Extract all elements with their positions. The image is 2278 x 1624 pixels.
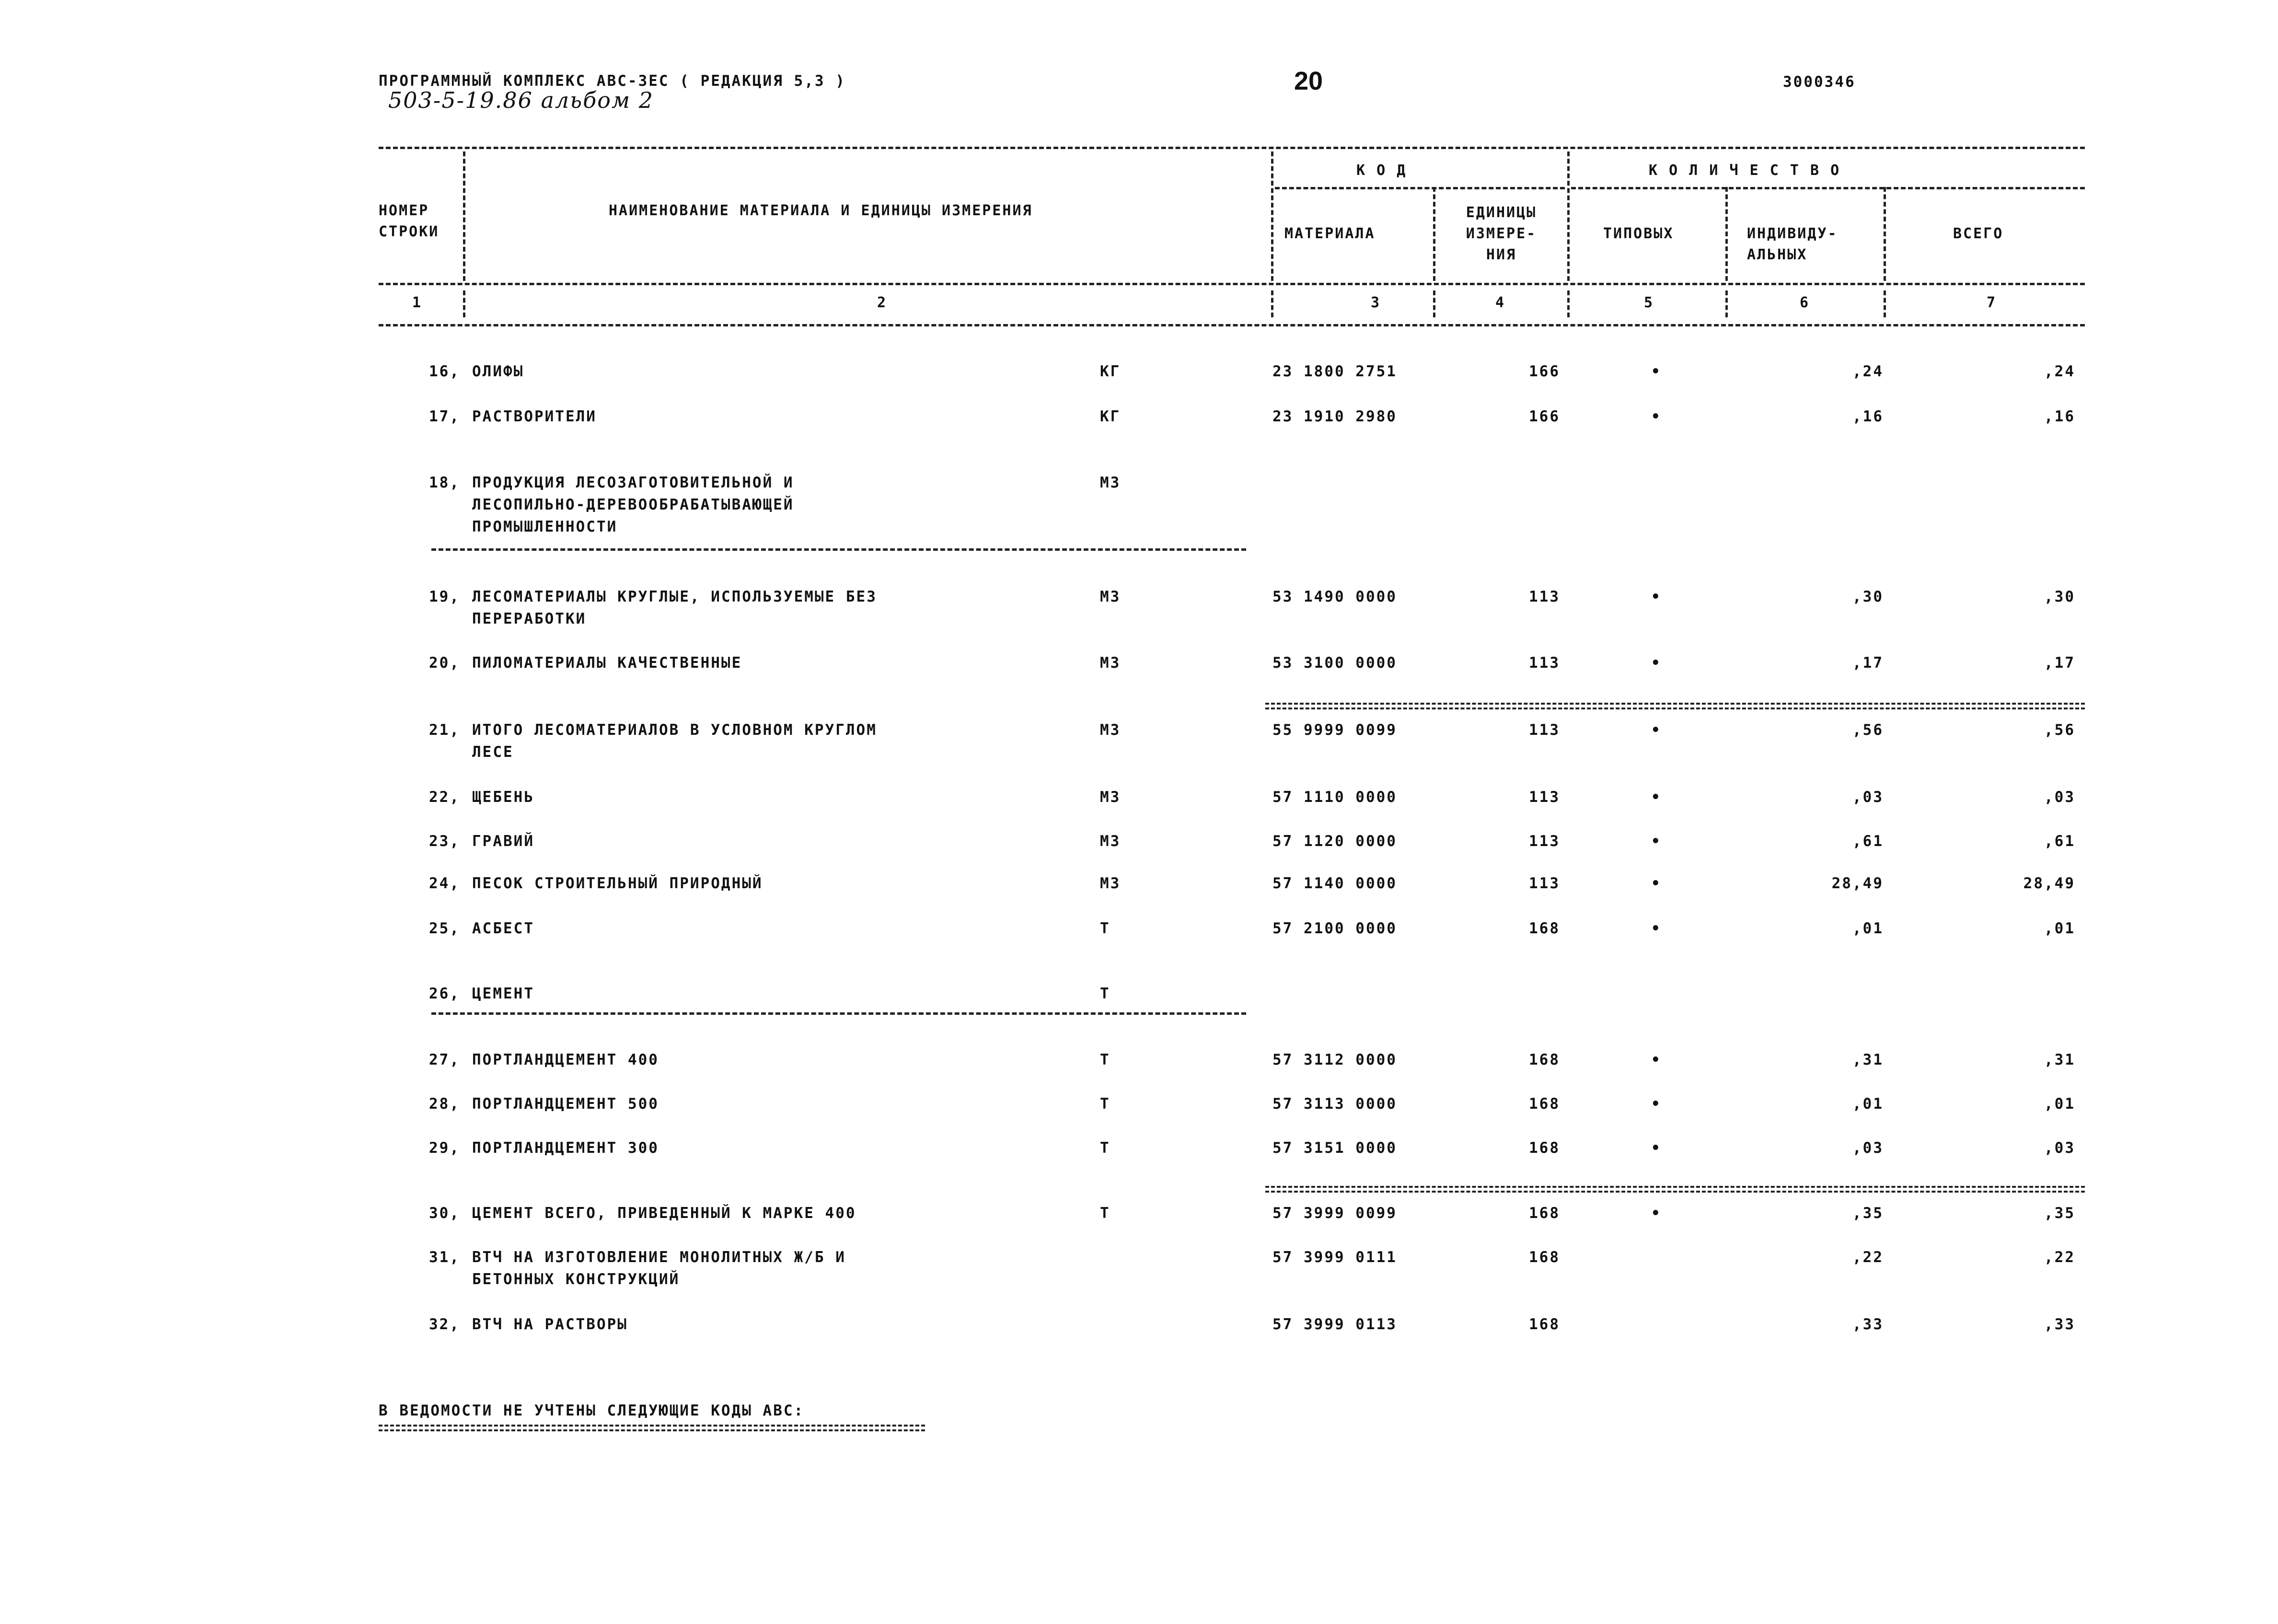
material-name: РАСТВОРИТЕЛИ (472, 408, 597, 425)
material-code: 23 1910 2980 (1272, 408, 1397, 425)
unit: Т (1100, 1205, 1110, 1222)
material-code: 57 1110 0000 (1272, 789, 1397, 806)
unit: М3 (1100, 654, 1121, 672)
unit: М3 (1100, 721, 1121, 739)
footer-note: В ВЕДОМОСТИ НЕ УЧТЕНЫ СЛЕДУЮЩИЕ КОДЫ АВС: (379, 1402, 805, 1419)
page-number: 20 (1294, 67, 1323, 95)
total-qty: ,16 (2044, 408, 2075, 425)
unit: Т (1100, 1051, 1110, 1068)
individual-qty: ,01 (1852, 920, 1884, 937)
row-number-header: НОМЕР (379, 202, 429, 219)
qty-group-rule (1571, 187, 2085, 189)
divider (1567, 151, 1570, 281)
individual-qty: ,16 (1852, 408, 1884, 425)
material-name: ЦЕМЕНТ (472, 985, 534, 1002)
individual-qty: ,03 (1852, 789, 1884, 806)
document-code: 3000346 (1783, 73, 1856, 91)
total-qty: ,61 (2044, 833, 2075, 850)
typical-qty: • (1651, 1051, 1662, 1068)
material-name: ВТЧ НА РАСТВОРЫ (472, 1316, 628, 1333)
total-qty: ,22 (2044, 1249, 2075, 1266)
section-separator (431, 548, 1246, 551)
column-index-7: 7 (1987, 294, 1997, 311)
handwritten-note: 503-5-19.86 альбом 2 (388, 87, 654, 113)
unit-code: 113 (1529, 875, 1560, 892)
material-code: 23 1800 2751 (1272, 363, 1397, 380)
name-header: НАИМЕНОВАНИЕ МАТЕРИАЛА И ЕДИНИЦЫ ИЗМЕРЕНИЯ (609, 202, 1033, 219)
divider (463, 151, 465, 281)
individual-qty: ,03 (1852, 1139, 1884, 1157)
typical-qty: • (1651, 654, 1662, 672)
unit-code: 113 (1529, 654, 1560, 672)
row-number: 32, (429, 1316, 460, 1333)
material-code: 57 3113 0000 (1272, 1095, 1397, 1113)
material-code: 57 3999 0113 (1272, 1316, 1397, 1333)
unit: М3 (1100, 833, 1121, 850)
individual-qty-header-line2: АЛЬНЫХ (1747, 246, 1808, 263)
column-index-2: 2 (877, 294, 888, 311)
unit-code: 113 (1529, 833, 1560, 850)
divider (1725, 187, 1728, 281)
material-name: ЛЕСОМАТЕРИАЛЫ КРУГЛЫЕ, ИСПОЛЬЗУЕМЫЕ БЕЗ ПЕРЕРАБОТКИ (472, 588, 877, 627)
material-name: ЦЕМЕНТ ВСЕГО, ПРИВЕДЕННЫЙ К МАРКЕ 400 (472, 1205, 856, 1222)
section-separator (431, 1012, 1246, 1015)
material-name: ЩЕБЕНЬ (472, 789, 534, 806)
typical-qty: • (1651, 1139, 1662, 1157)
individual-qty: ,61 (1852, 833, 1884, 850)
row-number: 28, (429, 1095, 460, 1113)
divider (1433, 290, 1435, 317)
row-number: 18, (429, 474, 460, 491)
material-code-header: МАТЕРИАЛА (1284, 225, 1376, 242)
individual-qty: ,24 (1852, 363, 1884, 380)
material-name: ПОРТЛАНДЦЕМЕНТ 400 (472, 1051, 659, 1068)
row-number: 31, (429, 1249, 460, 1266)
unit: Т (1100, 920, 1110, 937)
row-number: 24, (429, 875, 460, 892)
typical-qty: • (1651, 408, 1662, 425)
material-name: ОЛИФЫ (472, 363, 524, 380)
unit: КГ (1100, 363, 1121, 380)
qty-group-header: К О Л И Ч Е С Т В О (1649, 162, 1841, 179)
divider (1433, 187, 1435, 281)
unit-code: 166 (1529, 408, 1560, 425)
material-code: 55 9999 0099 (1272, 721, 1397, 739)
typical-qty: • (1651, 833, 1662, 850)
unit-code-header-line2: ИЗМЕРЕ- (1466, 225, 1537, 242)
typical-qty-header: ТИПОВЫХ (1603, 225, 1674, 242)
material-code: 57 2100 0000 (1272, 920, 1397, 937)
unit: М3 (1100, 789, 1121, 806)
individual-qty: ,35 (1852, 1205, 1884, 1222)
column-index-3: 3 (1371, 294, 1381, 311)
material-code: 57 1120 0000 (1272, 833, 1397, 850)
row-number: 30, (429, 1205, 460, 1222)
index-rule (379, 324, 2085, 326)
individual-qty: ,33 (1852, 1316, 1884, 1333)
column-index-6: 6 (1800, 294, 1810, 311)
total-qty: ,33 (2044, 1316, 2075, 1333)
typical-qty: • (1651, 920, 1662, 937)
unit-code: 113 (1529, 721, 1560, 739)
typical-qty: • (1651, 588, 1662, 605)
individual-qty: ,30 (1852, 588, 1884, 605)
total-qty: ,30 (2044, 588, 2075, 605)
total-qty: ,17 (2044, 654, 2075, 672)
total-qty: ,24 (2044, 363, 2075, 380)
individual-qty-header: ИНДИВИДУ- (1747, 225, 1838, 242)
row-number: 29, (429, 1139, 460, 1157)
table-top-rule (379, 147, 2085, 149)
row-number: 26, (429, 985, 460, 1002)
unit-code: 113 (1529, 588, 1560, 605)
divider (1725, 290, 1728, 317)
material-code: 57 3999 0099 (1272, 1205, 1397, 1222)
program-title: ПРОГРАММНЫЙ КОМПЛЕКС АВС-ЗЕС ( РЕДАКЦИЯ 5,3 ) (379, 72, 846, 90)
individual-qty: ,22 (1852, 1249, 1884, 1266)
unit: М3 (1100, 875, 1121, 892)
material-code: 53 1490 0000 (1272, 588, 1397, 605)
code-group-rule (1275, 187, 1565, 189)
unit-code: 168 (1529, 1316, 1560, 1333)
row-number: 25, (429, 920, 460, 937)
material-code: 53 3100 0000 (1272, 654, 1397, 672)
divider (1271, 151, 1273, 281)
typical-qty: • (1651, 789, 1662, 806)
material-name: ГРАВИЙ (472, 833, 534, 850)
total-qty: ,01 (2044, 1095, 2075, 1113)
subtotal-separator (1265, 1186, 2085, 1193)
header-rule (379, 283, 2085, 285)
typical-qty: • (1651, 721, 1662, 739)
row-number: 27, (429, 1051, 460, 1068)
row-number: 19, (429, 588, 460, 605)
total-qty: ,03 (2044, 1139, 2075, 1157)
total-qty: ,56 (2044, 721, 2075, 739)
divider (1884, 187, 1886, 281)
typical-qty: • (1651, 1205, 1662, 1222)
unit-code: 168 (1529, 1139, 1560, 1157)
unit: Т (1100, 1139, 1110, 1157)
divider (1884, 290, 1886, 317)
individual-qty: ,01 (1852, 1095, 1884, 1113)
individual-qty: 28,49 (1831, 875, 1884, 892)
total-qty: ,31 (2044, 1051, 2075, 1068)
typical-qty: • (1651, 1095, 1662, 1113)
footer-underline (379, 1425, 925, 1431)
total-qty: ,03 (2044, 789, 2075, 806)
row-number: 21, (429, 721, 460, 739)
subtotal-separator (1265, 703, 2085, 709)
individual-qty: ,17 (1852, 654, 1884, 672)
row-number: 17, (429, 408, 460, 425)
row-number: 16, (429, 363, 460, 380)
unit: Т (1100, 1095, 1110, 1113)
code-group-header: К О Д (1356, 162, 1407, 179)
total-qty-header: ВСЕГО (1953, 225, 2004, 242)
typical-qty: • (1651, 875, 1662, 892)
material-name: ИТОГО ЛЕСОМАТЕРИАЛОВ В УСЛОВНОМ КРУГЛОМ ЛЕСЕ (472, 721, 877, 761)
unit: М3 (1100, 588, 1121, 605)
unit-code: 168 (1529, 1051, 1560, 1068)
unit-code: 113 (1529, 789, 1560, 806)
material-code: 57 3112 0000 (1272, 1051, 1397, 1068)
row-number: 22, (429, 789, 460, 806)
unit: КГ (1100, 408, 1121, 425)
material-code: 57 3999 0111 (1272, 1249, 1397, 1266)
unit: Т (1100, 985, 1110, 1002)
column-index-4: 4 (1495, 294, 1506, 311)
total-qty: 28,49 (2023, 875, 2075, 892)
divider (463, 290, 465, 317)
unit-code: 168 (1529, 1249, 1560, 1266)
unit-code: 168 (1529, 1205, 1560, 1222)
unit-code-header-line3: НИЯ (1486, 246, 1517, 263)
individual-qty: ,31 (1852, 1051, 1884, 1068)
divider (1567, 290, 1570, 317)
material-name: ВТЧ НА ИЗГОТОВЛЕНИЕ МОНОЛИТНЫХ Ж/Б И БЕТОННЫХ КОНСТРУКЦИЙ (472, 1249, 846, 1288)
material-name: ПОРТЛАНДЦЕМЕНТ 300 (472, 1139, 659, 1157)
material-code: 57 1140 0000 (1272, 875, 1397, 892)
material-name: ПИЛОМАТЕРИАЛЫ КАЧЕСТВЕННЫЕ (472, 654, 742, 672)
individual-qty: ,56 (1852, 721, 1884, 739)
total-qty: ,35 (2044, 1205, 2075, 1222)
unit-code: 168 (1529, 1095, 1560, 1113)
row-number-header-line2: СТРОКИ (379, 223, 439, 240)
column-index-1: 1 (412, 294, 423, 311)
row-number: 23, (429, 833, 460, 850)
typical-qty: • (1651, 363, 1662, 380)
column-index-5: 5 (1644, 294, 1654, 311)
material-name: ПОРТЛАНДЦЕМЕНТ 500 (472, 1095, 659, 1113)
material-name: ПЕСОК СТРОИТЕЛЬНЫЙ ПРИРОДНЫЙ (472, 875, 763, 892)
material-code: 57 3151 0000 (1272, 1139, 1397, 1157)
unit-code-header: ЕДИНИЦЫ (1466, 204, 1537, 221)
unit: М3 (1100, 474, 1121, 491)
divider (1271, 290, 1273, 317)
unit-code: 168 (1529, 920, 1560, 937)
material-name: АСБЕСТ (472, 920, 534, 937)
material-name: ПРОДУКЦИЯ ЛЕСОЗАГОТОВИТЕЛЬНОЙ И ЛЕСОПИЛЬНО-ДЕРЕВООБРАБАТЫВАЮЩЕЙ ПРОМЫШЛЕННОСТИ (472, 474, 794, 535)
row-number: 20, (429, 654, 460, 672)
unit-code: 166 (1529, 363, 1560, 380)
total-qty: ,01 (2044, 920, 2075, 937)
